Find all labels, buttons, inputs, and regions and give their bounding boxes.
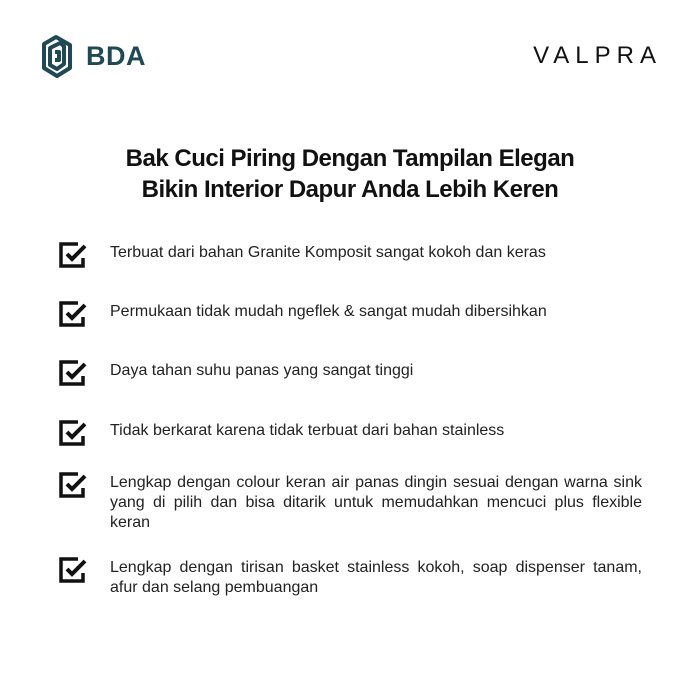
feature-text: Lengkap dengan colour keran air panas dingin sesuai dengan warna sink yang di pilih dan bisa ditarik untuk memudahkan mencuci plus flexible keran	[110, 474, 642, 531]
page-title	[0, 143, 700, 205]
checkbox-checked-icon	[58, 358, 88, 388]
bda-brand-text: BDA	[86, 40, 146, 71]
feature-item	[58, 243, 642, 270]
bda-logo-icon	[36, 32, 78, 80]
checkbox-checked-icon	[58, 555, 88, 585]
checkbox-checked-icon	[58, 418, 88, 448]
checkbox-checked-icon	[58, 299, 88, 329]
title-line-2: Bikin Interior Dapur Anda Lebih Keren	[141, 176, 559, 203]
feature-item	[58, 361, 642, 388]
title-line-1: Bak Cuci Piring Dengan Tampilan Elegan	[125, 145, 575, 172]
checkbox-checked-icon	[58, 470, 88, 500]
feature-text: Daya tahan suhu panas yang sangat tinggi	[110, 362, 414, 379]
valpra-logo: VALPRA	[533, 42, 662, 69]
feature-text: Terbuat dari bahan Granite Komposit sangat kokoh dan keras	[110, 244, 546, 261]
feature-text: Lengkap dengan tirisan basket stainless kokoh, soap dispenser tanam, afur dan selang pembuangan	[110, 559, 642, 596]
feature-item	[58, 421, 642, 448]
feature-item	[58, 473, 642, 533]
feature-item	[58, 302, 642, 329]
checkbox-checked-icon	[58, 240, 88, 270]
feature-text: Permukaan tidak mudah ngeflek & sangat mudah dibersihkan	[110, 303, 547, 320]
feature-text: Tidak berkarat karena tidak terbuat dari bahan stainless	[110, 422, 505, 439]
feature-item	[58, 558, 642, 598]
bda-logo	[36, 32, 146, 80]
